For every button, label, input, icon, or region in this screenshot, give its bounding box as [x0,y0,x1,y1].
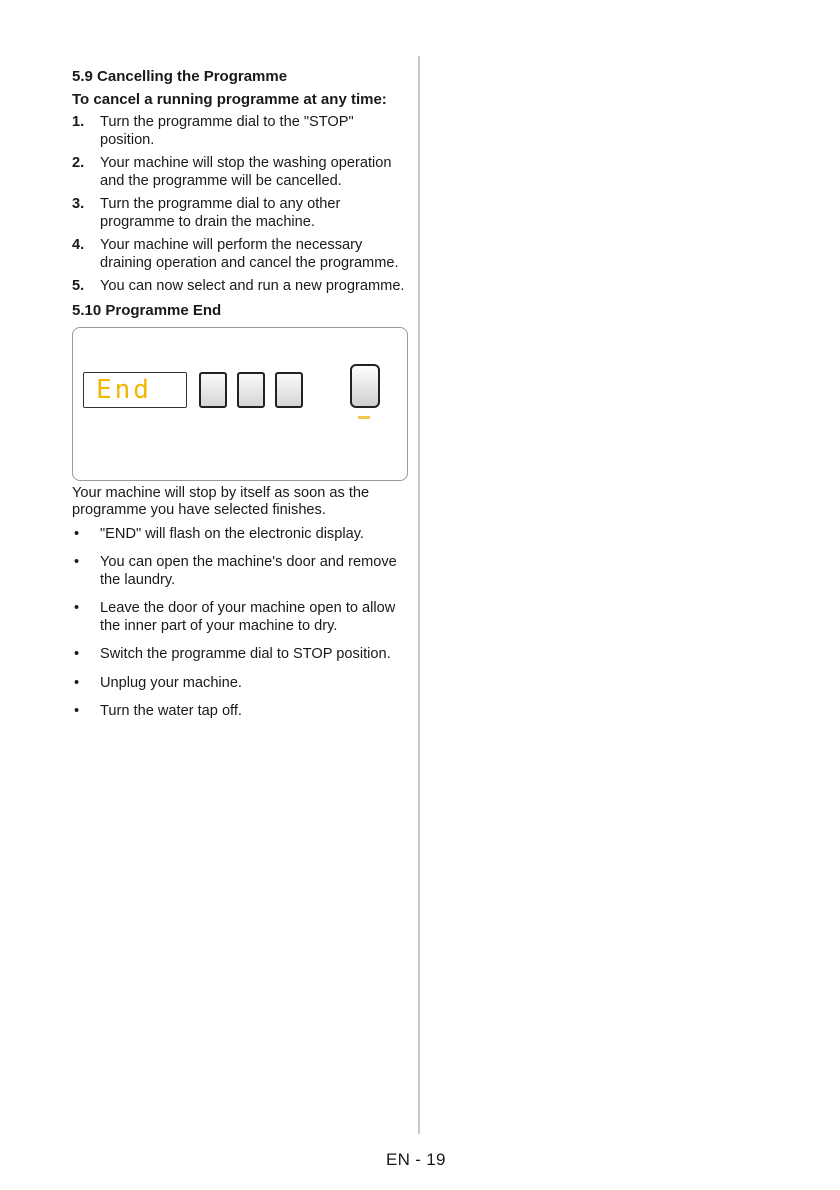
function-button-icon [237,372,265,408]
bullet-icon: • [74,525,80,542]
column-divider [418,56,420,1134]
bullet-text: Unplug your machine. [100,674,242,691]
list-item [72,196,410,231]
left-column [72,68,410,732]
step-text: Turn the programme dial to the "STOP" position. [100,114,354,148]
step-number: 5. [72,278,85,294]
bullet-text: Switch the programme dial to STOP position. [100,646,391,662]
display-readout: End [96,374,152,405]
bullet-icon: • [74,703,80,719]
bullet-icon: • [74,600,80,616]
indicator-led-icon [358,416,370,419]
bullet-icon: • [74,646,80,662]
step-number: 4. [72,237,85,253]
section-heading-cancel: 5.9 Cancelling the Programme [72,68,288,85]
bullet-icon: • [74,554,80,570]
list-item [72,646,410,664]
bullet-text: "END" will flash on the electronic display. [100,525,364,542]
list-item [72,526,410,544]
step-number: 2. [72,155,85,171]
step-text: Your machine will perform the necessary draining operation and cancel the programme. [100,237,399,271]
end-intro: Your machine will stop by itself as soon as the programme you have selected finishes. [72,484,370,518]
list-item [72,155,410,190]
list-item [72,237,410,272]
control-panel-illustration [72,327,408,481]
bullet-icon: • [74,674,80,691]
lcd-display [83,372,187,408]
bullet-text: Leave the door of your machine open to allow the inner part of your machine to dry. [100,600,396,634]
step-text: Your machine will stop the washing operation and the programme will be cancelled. [100,155,392,189]
step-text: You can now select and run a new programme. [100,278,405,294]
section-heading-end: 5.10 Programme End [72,301,222,319]
function-button-icon [199,372,227,408]
list-item [72,703,410,721]
list-item [72,675,410,693]
page-number: EN - 19 [386,1150,446,1169]
end-bullets-list [72,526,410,721]
start-pause-button-icon [350,364,380,408]
function-button-icon [275,372,303,408]
cancel-steps-list [72,114,410,296]
step-number: 1. [72,114,85,130]
bullet-text: Turn the water tap off. [100,703,242,719]
cancel-intro: To cancel a running programme at any time: [72,91,387,108]
list-item [72,554,410,589]
bullet-text: You can open the machine's door and remove the laundry. [100,554,397,588]
list-item [72,114,410,149]
step-number: 3. [72,196,85,212]
step-text: Turn the programme dial to any other programme to drain the machine. [100,196,341,230]
list-item [72,600,410,635]
list-item [72,278,410,296]
